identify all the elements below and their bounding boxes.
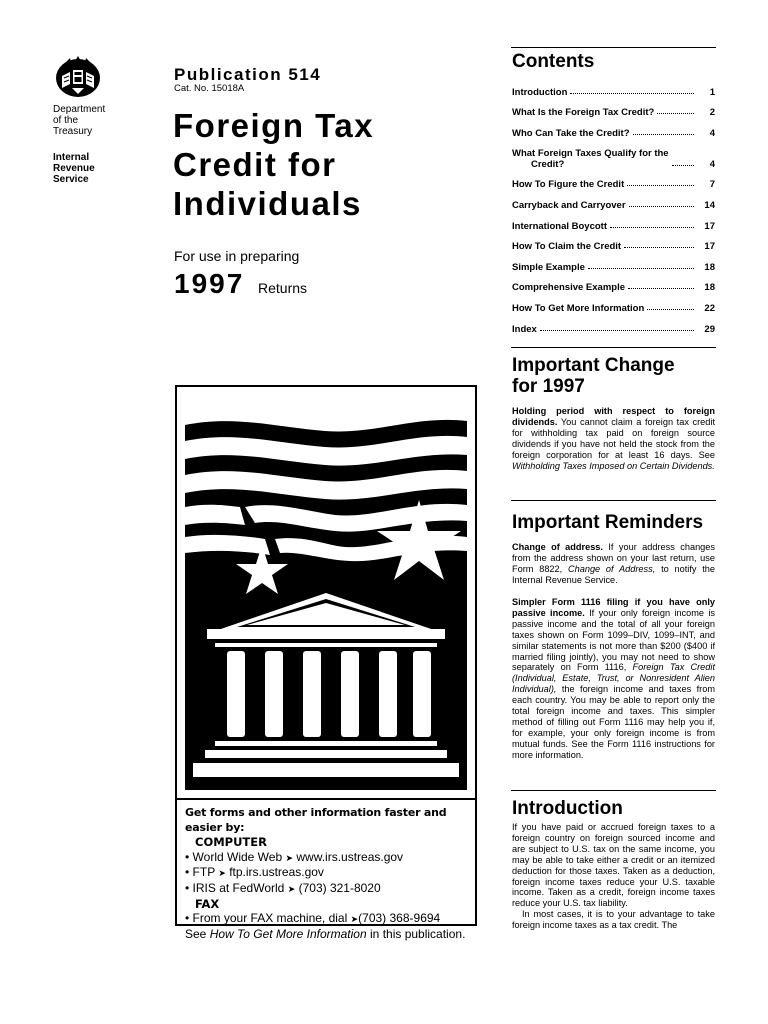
toc-label: Index <box>512 323 537 335</box>
toc-leader <box>647 309 694 310</box>
toc-item[interactable] <box>512 77 715 98</box>
toc-leader <box>624 247 694 248</box>
paragraph-text: If you have paid or accrued foreign taxes to a foreign country on foreign sourced income and are subject to U.S. tax on the same income, you may be able to take either a credit or an itemized deduction for those taxes. Taken as a deduction, foreign income taxes reduce your U.S. taxable income. Taken as a credit, foreign income taxes reduce your U.S. tax liability. <box>512 822 715 909</box>
important-change-paragraph <box>512 406 715 471</box>
toc-label <box>512 148 669 170</box>
toc-item[interactable] <box>512 314 715 335</box>
fax-prefix: • From your FAX machine, dial <box>185 911 348 926</box>
department-line: Treasury <box>53 126 93 137</box>
contents-heading: Contents <box>512 51 595 72</box>
paragraph-text: You cannot claim a foreign tax credit for withholding tax paid on foreign source dividends if you have not held the stock from the foreign corporation for at least 16 days. See <box>512 416 715 460</box>
ftp-url[interactable]: ftp.irs.ustreas.gov <box>229 865 324 880</box>
change-of-address-paragraph <box>512 542 715 586</box>
irs-label <box>53 152 95 185</box>
toc-leader <box>628 288 694 289</box>
toc-page: 4 <box>709 158 715 170</box>
toc-label-line1: What Foreign Taxes Qualify for the <box>512 147 669 159</box>
table-of-contents <box>512 77 715 335</box>
toc-page: 2 <box>709 107 715 119</box>
paragraph-reference: Withholding Taxes Imposed on Certain Dividends. <box>512 460 715 471</box>
page-title <box>173 106 473 223</box>
computer-label: COMPUTER <box>195 835 267 850</box>
department-line: of the <box>53 115 79 126</box>
toc-leader <box>672 165 694 166</box>
toc-item[interactable] <box>512 293 715 314</box>
web-url[interactable]: www.irs.ustreas.gov <box>296 849 404 864</box>
web-prefix: • World Wide Web <box>185 849 283 864</box>
toc-item[interactable] <box>512 98 715 119</box>
irs-line: Internal <box>53 152 90 163</box>
arrow-icon: ➤ <box>285 852 294 863</box>
toc-page: 7 <box>709 179 715 191</box>
toc-label: Introduction <box>512 86 568 98</box>
iris-line <box>185 881 467 897</box>
toc-leader <box>657 113 694 114</box>
toc-item[interactable] <box>512 139 715 170</box>
toc-label-line2: Credit? <box>531 158 565 170</box>
fax-phone: (703) 368-9694 <box>358 911 441 926</box>
paragraph-text: If your only foreign income is passive income and the total of all your foreign taxes shown on Form 1099–DIV, 1099–INT, and similar statements is not more than $200 ($400 if married filing jointly), you may not need to show separately on Form 1116, <box>512 607 715 673</box>
toc-page: 14 <box>704 199 715 211</box>
toc-leader <box>629 206 694 207</box>
tax-year: 1997 <box>174 268 245 299</box>
toc-page: 17 <box>704 241 715 253</box>
toc-page: 18 <box>704 282 715 294</box>
department-line: Department <box>53 104 106 115</box>
toc-label: Who Can Take the Credit? <box>512 127 630 139</box>
toc-label: How To Get More Information <box>512 302 645 314</box>
ftp-line <box>185 865 467 881</box>
toc-label: Carryback and Carryover <box>512 199 626 211</box>
heading-line: Important Change <box>512 355 675 376</box>
department-label <box>53 104 105 137</box>
toc-leader <box>588 268 694 269</box>
toc-page: 17 <box>704 220 715 232</box>
toc-item[interactable] <box>512 273 715 294</box>
arrow-icon: ➤ <box>350 914 359 925</box>
cover-illustration <box>175 385 477 800</box>
divider <box>511 790 716 791</box>
ftp-prefix: • FTP <box>185 865 215 880</box>
paragraph-lead: Change of address. <box>512 542 603 552</box>
toc-label: How To Claim the Credit <box>512 241 622 253</box>
toc-page: 18 <box>704 261 715 273</box>
paragraph-reference: Change of Address, <box>567 563 656 574</box>
treasury-eagle-logo <box>52 54 104 98</box>
paragraph-text: the foreign income and taxes from each country. You may be able to report only the total foreign income and taxes. This simpler method of filling out Form 1116 may help you if, for example, your only foreign income is from mutual funds. See the Form 1116 instructions for more information. <box>512 684 715 760</box>
toc-label: How To Figure the Credit <box>512 179 625 191</box>
toc-label: What Is the Foreign Tax Credit? <box>512 107 655 119</box>
fax-label: FAX <box>195 896 220 911</box>
toc-leader <box>540 330 694 331</box>
toc-item[interactable] <box>512 190 715 211</box>
see-line <box>185 927 467 942</box>
fax-line <box>185 911 467 927</box>
divider <box>511 47 716 48</box>
heading-line: for 1997 <box>512 376 585 397</box>
title-line: Foreign Tax <box>173 107 375 144</box>
irs-line: Revenue <box>53 163 95 174</box>
paragraph-text: In most cases, it is to your advantage to take foreign income taxes as a tax credit. The <box>512 909 715 931</box>
catalog-number: Cat. No. 15018A <box>174 83 245 94</box>
paragraph-reference: Foreign Tax Credit (Individual, Estate, Trust, or Nonresident Alien Individual), <box>512 662 715 695</box>
toc-leader <box>627 185 694 186</box>
toc-label: International Boycott <box>512 220 608 232</box>
important-change-heading <box>512 355 675 397</box>
how-to-get-forms-box <box>175 798 477 941</box>
info-box-heading: Get forms and other information faster and easier by: <box>185 806 447 834</box>
paragraph-lead: Simpler Form 1116 filing if you have only passive income. <box>512 597 715 618</box>
toc-leader <box>610 227 694 228</box>
title-line: Individuals <box>173 185 362 222</box>
publication-number: Publication 514 <box>174 65 322 84</box>
title-line: Credit for <box>173 146 337 183</box>
returns-text: Returns <box>258 280 308 296</box>
toc-label: Simple Example <box>512 261 585 273</box>
divider <box>511 500 716 501</box>
toc-item[interactable] <box>512 170 715 191</box>
divider <box>511 347 716 348</box>
toc-item[interactable] <box>512 211 715 232</box>
toc-leader <box>570 93 694 94</box>
see-reference: How To Get More Information <box>209 926 367 941</box>
toc-page: 1 <box>709 86 715 98</box>
paragraph-lead: Holding period with respect to foreign dividends. <box>512 406 715 427</box>
simpler-form-paragraph <box>512 597 715 761</box>
toc-item[interactable] <box>512 232 715 253</box>
important-reminders-heading: Important Reminders <box>512 512 704 533</box>
introduction-heading: Introduction <box>512 798 623 819</box>
flag-building-illustration <box>185 395 467 790</box>
toc-page: 29 <box>704 323 715 335</box>
paragraph-text: to notify the Internal Revenue Service. <box>512 563 716 585</box>
paragraph-text: If your address changes from the address shown on your last return, use Form 8822, <box>512 542 715 574</box>
arrow-icon: ➤ <box>287 883 296 894</box>
iris-prefix: • IRIS at FedWorld <box>185 880 285 895</box>
arrow-icon: ➤ <box>218 868 226 879</box>
see-suffix: in this publication. <box>370 926 466 941</box>
toc-leader <box>633 134 694 135</box>
for-use-text: For use in preparing <box>174 248 300 264</box>
toc-page: 4 <box>709 127 715 139</box>
toc-page: 22 <box>704 302 715 314</box>
toc-item[interactable] <box>512 252 715 273</box>
toc-item[interactable] <box>512 118 715 139</box>
iris-phone: (703) 321-8020 <box>298 880 381 895</box>
see-prefix: See <box>185 926 207 941</box>
introduction-paragraph <box>512 822 715 931</box>
irs-line: Service <box>53 174 89 185</box>
toc-label: Comprehensive Example <box>512 282 625 294</box>
web-line <box>185 850 467 866</box>
